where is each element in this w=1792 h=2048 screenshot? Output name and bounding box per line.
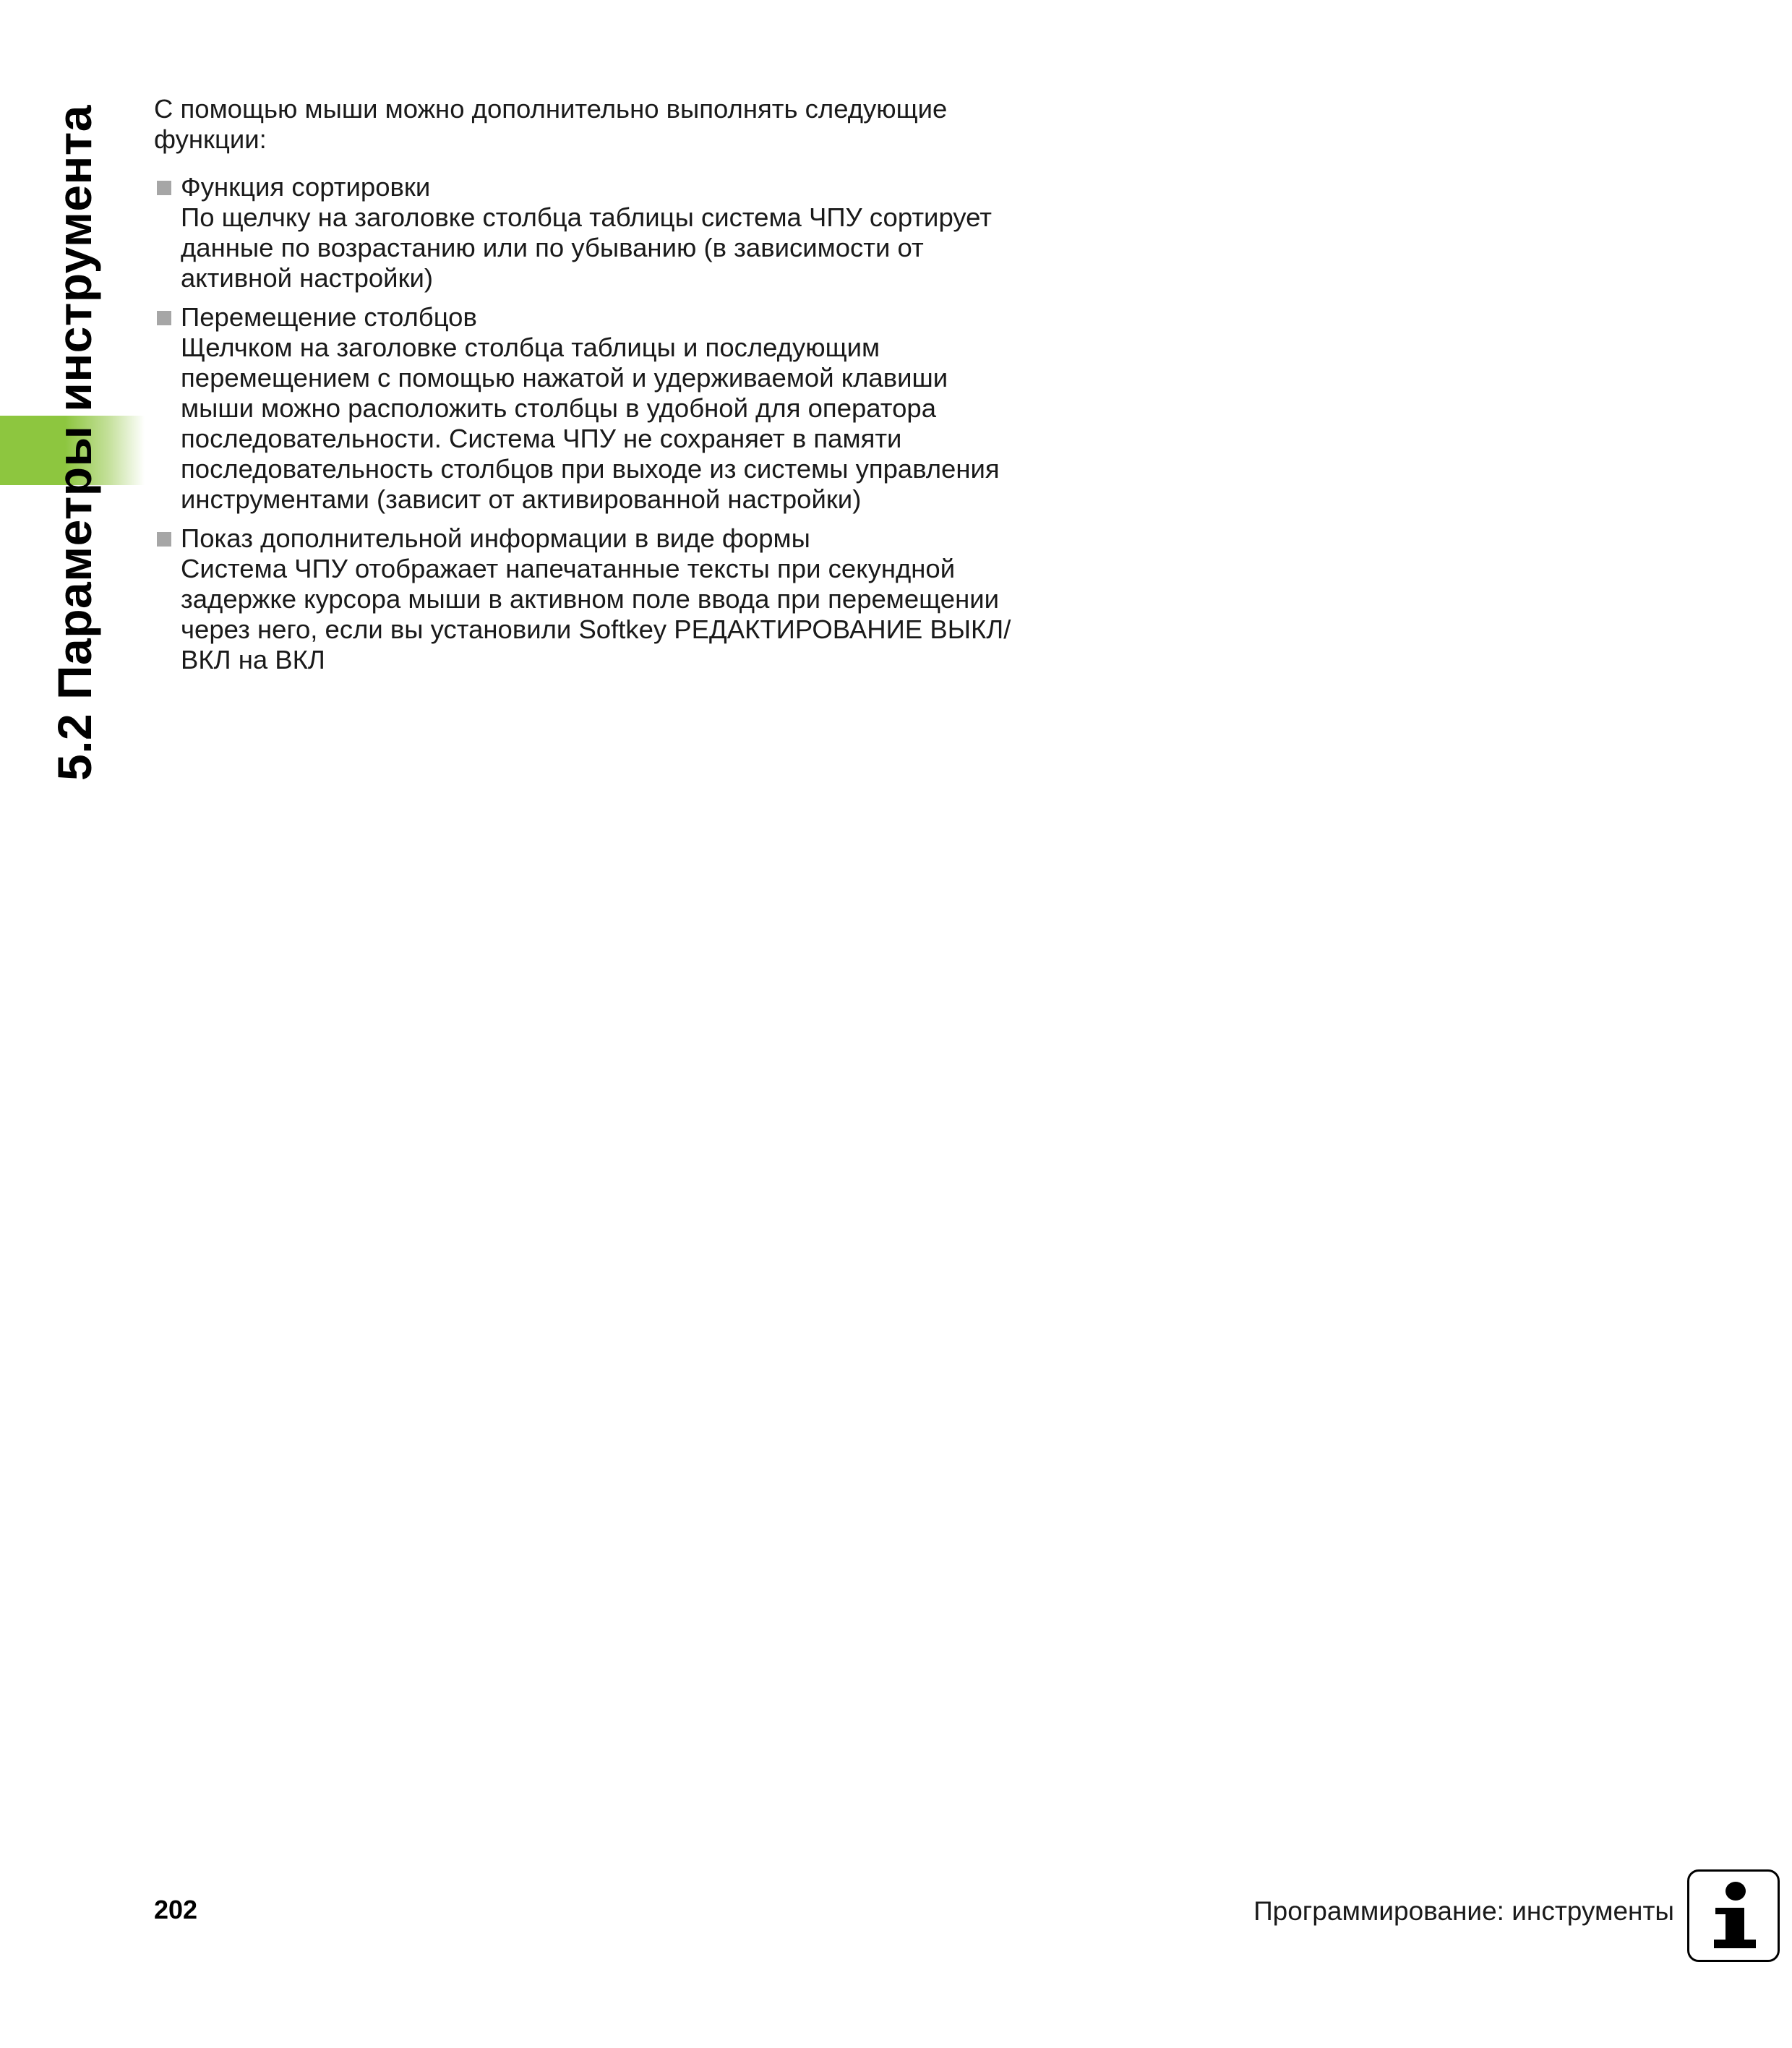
- chapter-title: 5.2 Параметры инструмента: [48, 105, 101, 781]
- list-item-text: Система ЧПУ отображает напечатанные тексты при секундной задержке курсора мыши в активном поле ввода при перемещении через него, если вы установили Softkey РЕДАКТИРОВАНИЕ ВЫКЛ/ВКЛ на ВКЛ: [181, 554, 1011, 674]
- list-item-text: По щелчку на заголовке столбца таблицы система ЧПУ сортирует данные по возрастанию или по убыванию (в зависимости от активной настройки): [181, 202, 992, 293]
- list-item: [154, 302, 1021, 515]
- list-item-title: Показ дополнительной информации в виде формы: [181, 523, 810, 553]
- footer-title: Программирование: инструменты: [1253, 1896, 1674, 1926]
- list-item: [154, 172, 1021, 294]
- bullet-list: [154, 172, 1021, 675]
- square-bullet-icon: [157, 181, 171, 195]
- square-bullet-icon: [157, 532, 171, 547]
- list-item: [154, 523, 1021, 675]
- info-icon: [1687, 1869, 1780, 1962]
- intro-paragraph: С помощью мыши можно дополнительно выполнять следующие функции:: [154, 94, 948, 154]
- list-item-title: Перемещение столбцов: [181, 302, 477, 332]
- square-bullet-icon: [157, 311, 171, 325]
- list-item-text: Щелчком на заголовке столбца таблицы и последующим перемещением с помощью нажатой и удерживаемой клавиши мыши можно расположить столбцы в удобной для оператора последовательности. Система ЧПУ не сохраняет в памяти последовательность столбцов при выходе из системы управления инструментами (зависит от активированной настройки): [181, 333, 1000, 514]
- main-content: [154, 94, 1021, 684]
- page-number: 202: [154, 1895, 198, 1924]
- list-item-title: Функция сортировки: [181, 172, 431, 202]
